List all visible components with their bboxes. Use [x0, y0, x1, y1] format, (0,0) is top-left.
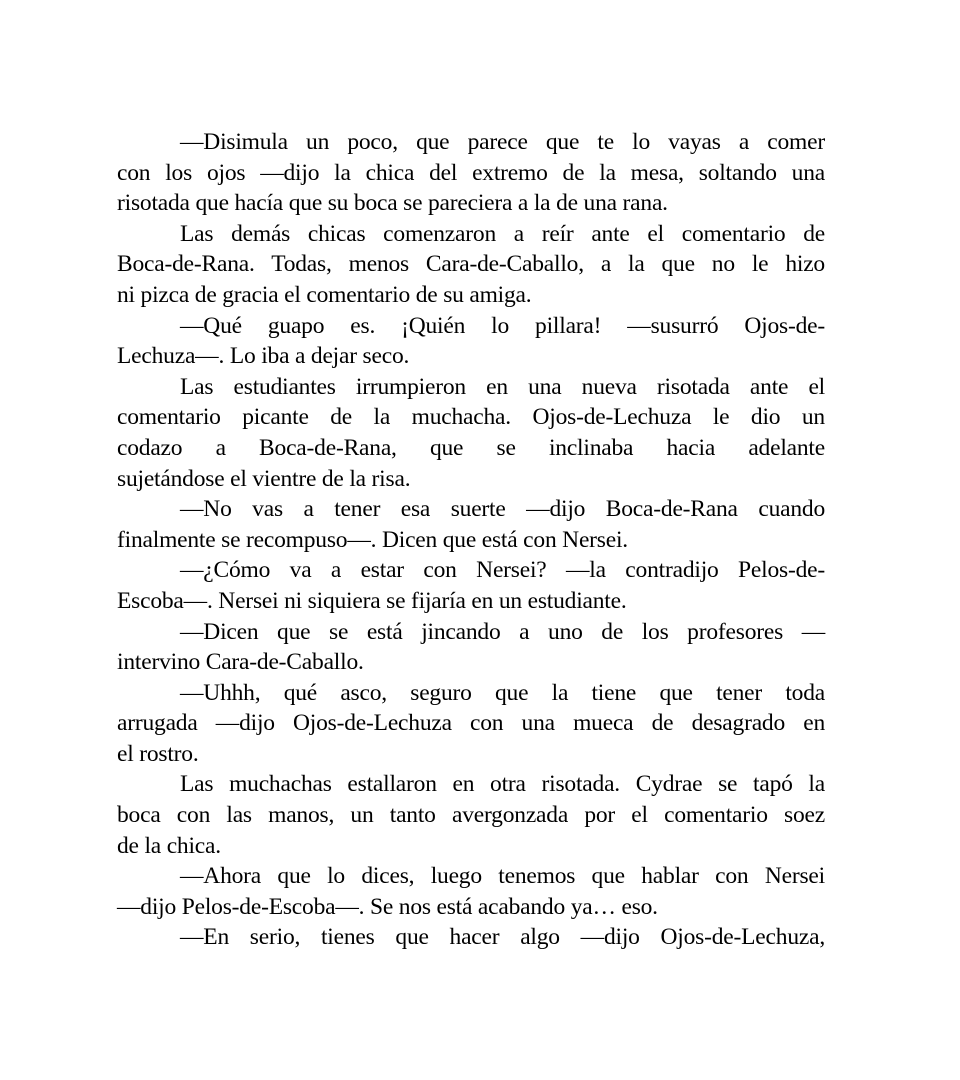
text-line: finalmente se recompuso—. Dicen que está con Nersei. [117, 526, 628, 553]
text-line: Las estudiantes irrumpieron en una nueva risotada ante el [180, 373, 825, 400]
text-line: arrugada —dijo Ojos-de-Lechuza con una mueca de desagrado en [117, 710, 825, 737]
text-line: Escoba—. Nersei ni siquiera se fijaría en un estudiante. [117, 587, 627, 614]
text-line: —dijo Pelos-de-Escoba—. Se nos está acabando ya… eso. [117, 893, 658, 920]
text-line: —Qué guapo es. ¡Quién lo pillara! —susurró Ojos-de- [180, 312, 825, 339]
text-line: ni pizca de gracia el comentario de su amiga. [117, 281, 532, 308]
text-line: codazo a Boca-de-Rana, que se inclinaba hacia adelante [117, 434, 825, 461]
text-line: —Dicen que se está jincando a uno de los profesores — [180, 618, 825, 645]
text-line: intervino Cara-de-Caballo. [117, 649, 364, 676]
paragraph [117, 311, 825, 372]
text-line: el rostro. [117, 740, 199, 767]
paragraph [117, 127, 825, 219]
paragraph [117, 372, 825, 494]
text-line: —Uhhh, qué asco, seguro que la tiene que tener toda [180, 679, 825, 706]
paragraph [117, 617, 825, 678]
text-line: —Disimula un poco, que parece que te lo vayas a comer [180, 129, 825, 155]
text-line: Boca-de-Rana. Todas, menos Cara-de-Caballo, a la que no le hizo [117, 251, 825, 278]
text-line: sujetándose el vientre de la risa. [117, 465, 411, 492]
paragraph [117, 769, 825, 861]
paragraph [117, 922, 825, 953]
text-line: con los ojos —dijo la chica del extremo de la mesa, soltando una [117, 159, 825, 186]
paragraph [117, 678, 825, 770]
paragraph [117, 219, 825, 311]
text-line: boca con las manos, un tanto avergonzada por el comentario soez [117, 802, 825, 829]
text-line: Lechuza—. Lo iba a dejar seco. [117, 343, 410, 370]
paragraph [117, 861, 825, 922]
paragraph [117, 494, 825, 555]
text-line: —En serio, tienes que hacer algo —dijo Ojos-de-Lechuza, [180, 924, 825, 951]
paragraph [117, 555, 825, 616]
text-line: Las demás chicas comenzaron a reír ante el comentario de [180, 220, 825, 247]
text-line: —No vas a tener esa suerte —dijo Boca-de-Rana cuando [180, 496, 825, 523]
text-line: —¿Cómo va a estar con Nersei? —la contradijo Pelos-de- [180, 557, 825, 584]
text-line: comentario picante de la muchacha. Ojos-de-Lechuza le dio un [117, 404, 825, 431]
text-line: Las muchachas estallaron en otra risotada. Cydrae se tapó la [180, 771, 825, 798]
text-line: risotada que hacía que su boca se pareciera a la de una rana. [117, 190, 668, 217]
text-line: de la chica. [117, 832, 221, 859]
text-line: —Ahora que lo dices, luego tenemos que hablar con Nersei [180, 863, 825, 890]
document-body [117, 127, 825, 953]
